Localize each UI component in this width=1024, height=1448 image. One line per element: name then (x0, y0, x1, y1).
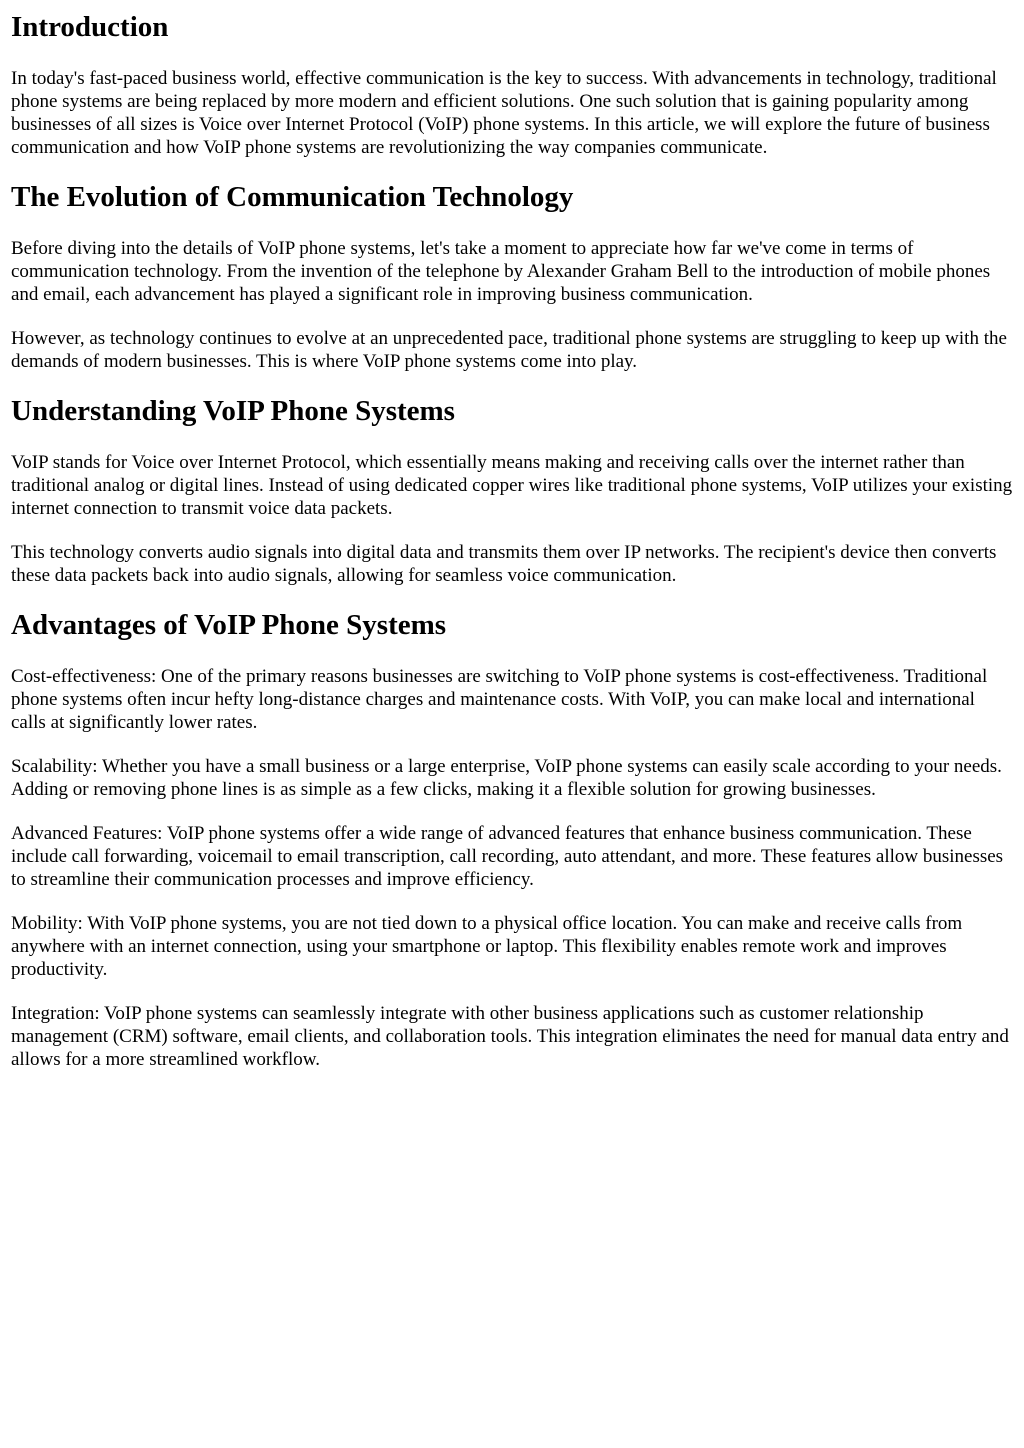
paragraph-introduction: In today's fast-paced business world, effective communication is the key to success. With advancements in technology, traditional phone systems are being replaced by more modern and efficient solutions. One such solution that is gaining popularity among businesses of all sizes is Voice over Internet Protocol (VoIP) phone systems. In this article, we will explore the future of business communication and how VoIP phone systems are revolutionizing the way companies communicate. (11, 68, 997, 158)
paragraph-understanding-1: VoIP stands for Voice over Internet Protocol, which essentially means making and receiving calls over the internet rather than traditional analog or digital lines. Instead of using dedicated copper wires like traditional phone systems, VoIP utilizes your existing internet connection to transmit voice data packets. (11, 452, 1013, 519)
heading-introduction: Introduction (11, 11, 169, 43)
paragraph-mobility: Mobility: With VoIP phone systems, you are not tied down to a physical office location. You can make and receive calls from anywhere with an internet connection, using your smartphone or laptop. This flexibility enables remote work and improves productivity. (11, 913, 963, 980)
paragraph-cost-effectiveness: Cost-effectiveness: One of the primary reasons businesses are switching to VoIP phone systems is cost-effectiveness. Traditional phone systems often incur hefty long-distance charges and maintenance costs. With VoIP, you can make local and international calls at significantly lower rates. (11, 666, 988, 733)
paragraph-evolution-2: However, as technology continues to evolve at an unprecedented pace, traditional phone systems are struggling to keep up with the demands of modern businesses. This is where VoIP phone systems come into play. (11, 328, 1007, 372)
paragraph-understanding-2: This technology converts audio signals into digital data and transmits them over IP networks. The recipient's device then converts these data packets back into audio signals, allowing for seamless voice communication. (11, 542, 997, 586)
heading-evolution: The Evolution of Communication Technology (11, 181, 574, 213)
paragraph-evolution-1: Before diving into the details of VoIP phone systems, let's take a moment to appreciate how far we've come in terms of communication technology. From the invention of the telephone by Alexander Graham Bell to the introduction of mobile phones and email, each advancement has played a significant role in improving business communication. (11, 238, 991, 305)
heading-advantages: Advantages of VoIP Phone Systems (11, 609, 447, 641)
paragraph-scalability: Scalability: Whether you have a small business or a large enterprise, VoIP phone systems can easily scale according to your needs. Adding or removing phone lines is as simple as a few clicks, making it a flexible solution for growing businesses. (11, 756, 1002, 800)
paragraph-advanced-features: Advanced Features: VoIP phone systems offer a wide range of advanced features that enhance business communication. These include call forwarding, voicemail to email transcription, call recording, auto attendant, and more. These features allow businesses to streamline their communication processes and improve efficiency. (11, 823, 1004, 890)
paragraph-integration: Integration: VoIP phone systems can seamlessly integrate with other business applications such as customer relationship management (CRM) software, email clients, and collaboration tools. This integration eliminates the need for manual data entry and allows for a more streamlined workflow. (11, 1003, 1009, 1070)
heading-understanding-voip: Understanding VoIP Phone Systems (11, 395, 455, 427)
